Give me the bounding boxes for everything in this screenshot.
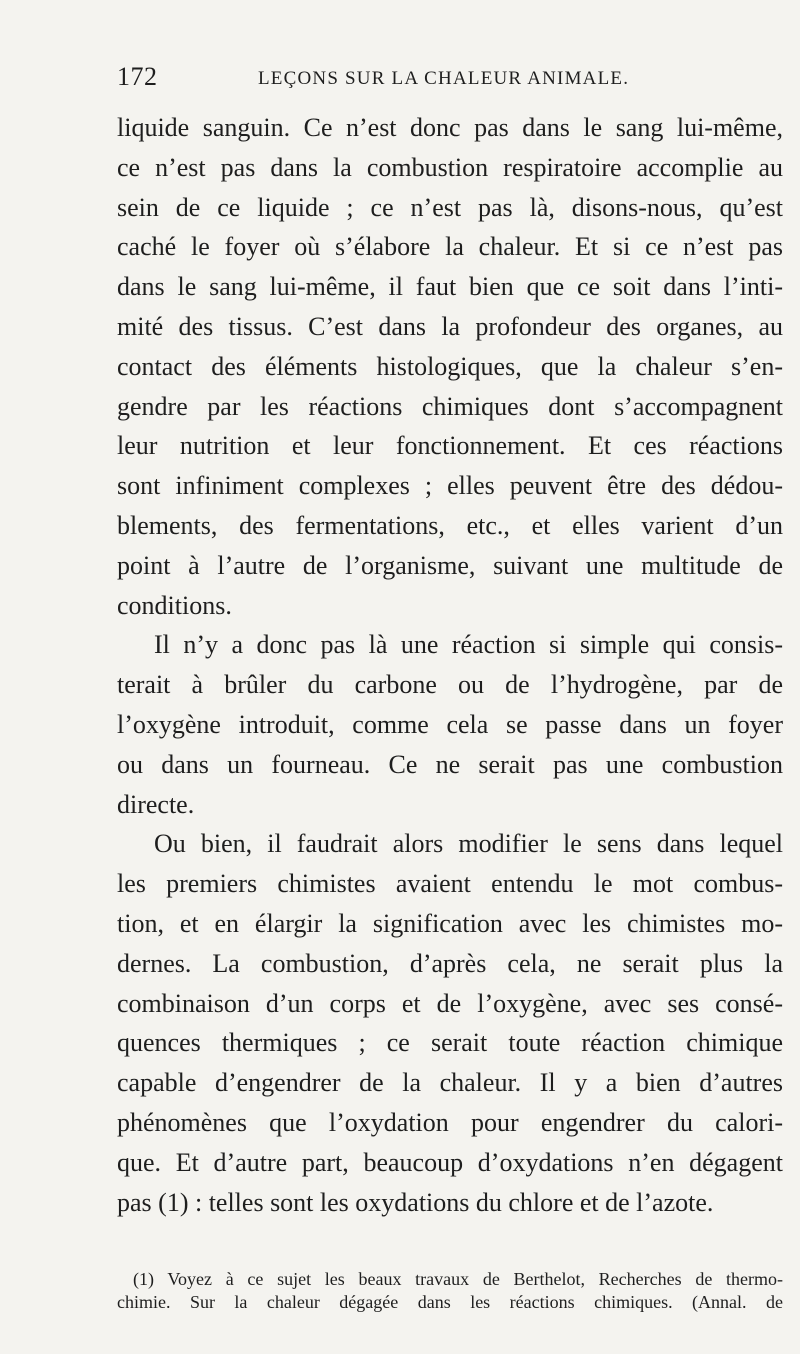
text-line: point à l’autre de l’organisme, suivant une multitude de xyxy=(117,550,783,580)
footnote-line: (1) Voyez à ce sujet les beaux travaux de Berthelot, Recherches de thermo- xyxy=(133,1269,783,1289)
text-line: sont infiniment complexes ; elles peuvent être des dédou- xyxy=(117,471,783,501)
text-line: leur nutrition et leur fonctionnement. Et ces réactions xyxy=(117,431,783,461)
text-line: que. Et d’autre part, beaucoup d’oxydations n’en dégagent xyxy=(117,1147,783,1177)
text-line: ce n’est pas dans la combustion respiratoire accomplie au xyxy=(117,152,783,182)
text-line: terait à brûler du carbone ou de l’hydrogène, par de xyxy=(117,670,783,700)
text-line: directe. xyxy=(117,789,195,819)
text-line: caché le foyer où s’élabore la chaleur. Et si ce n’est pas xyxy=(117,232,783,262)
text-line: sein de ce liquide ; ce n’est pas là, disons-nous, qu’est xyxy=(117,192,783,222)
text-line: gendre par les réactions chimiques dont s’accompagnent xyxy=(117,391,783,421)
text-line: tion, et en élargir la signification avec les chimistes mo- xyxy=(117,908,783,938)
text-line: contact des éléments histologiques, que la chaleur s’en- xyxy=(117,351,783,381)
text-line: mité des tissus. C’est dans la profondeur des organes, au xyxy=(117,311,783,341)
text-line: pas (1) : telles sont les oxydations du chlore et de l’azote. xyxy=(117,1187,714,1217)
text-line: Ou bien, il faudrait alors modifier le sens dans lequel xyxy=(154,829,783,859)
footnote-line: chimie. Sur la chaleur dégagée dans les réactions chimiques. (Annal. de xyxy=(117,1292,783,1312)
text-line: dernes. La combustion, d’après cela, ne serait plus la xyxy=(117,948,783,978)
footnotes xyxy=(117,1268,783,1314)
text-line: capable d’engendrer de la chaleur. Il y a bien d’autres xyxy=(117,1068,783,1098)
text-line: conditions. xyxy=(117,590,232,620)
text-line: les premiers chimistes avaient entendu le mot combus- xyxy=(117,869,783,899)
page-number: 172 xyxy=(117,62,158,91)
text-line: liquide sanguin. Ce n’est donc pas dans le sang lui-même, xyxy=(117,113,783,142)
text-line: Il n’y a donc pas là une réaction si simple qui consis- xyxy=(154,630,783,660)
text-line: phénomènes que l’oxydation pour engendrer du calori- xyxy=(117,1107,783,1137)
text-line: l’oxygène introduit, comme cela se passe dans un foyer xyxy=(117,709,783,739)
body-text xyxy=(117,108,783,1222)
text-line: dans le sang lui-même, il faut bien que ce soit dans l’inti- xyxy=(117,272,783,302)
page-header xyxy=(117,62,781,98)
text-line: ou dans un fourneau. Ce ne serait pas une combustion xyxy=(117,749,783,779)
running-title: LEÇONS SUR LA CHALEUR ANIMALE. xyxy=(258,68,630,89)
text-line: combinaison d’un corps et de l’oxygène, avec ses consé- xyxy=(117,988,783,1018)
text-line: blements, des fermentations, etc., et elles varient d’un xyxy=(117,510,783,540)
text-line: quences thermiques ; ce serait toute réaction chimique xyxy=(117,1028,783,1058)
